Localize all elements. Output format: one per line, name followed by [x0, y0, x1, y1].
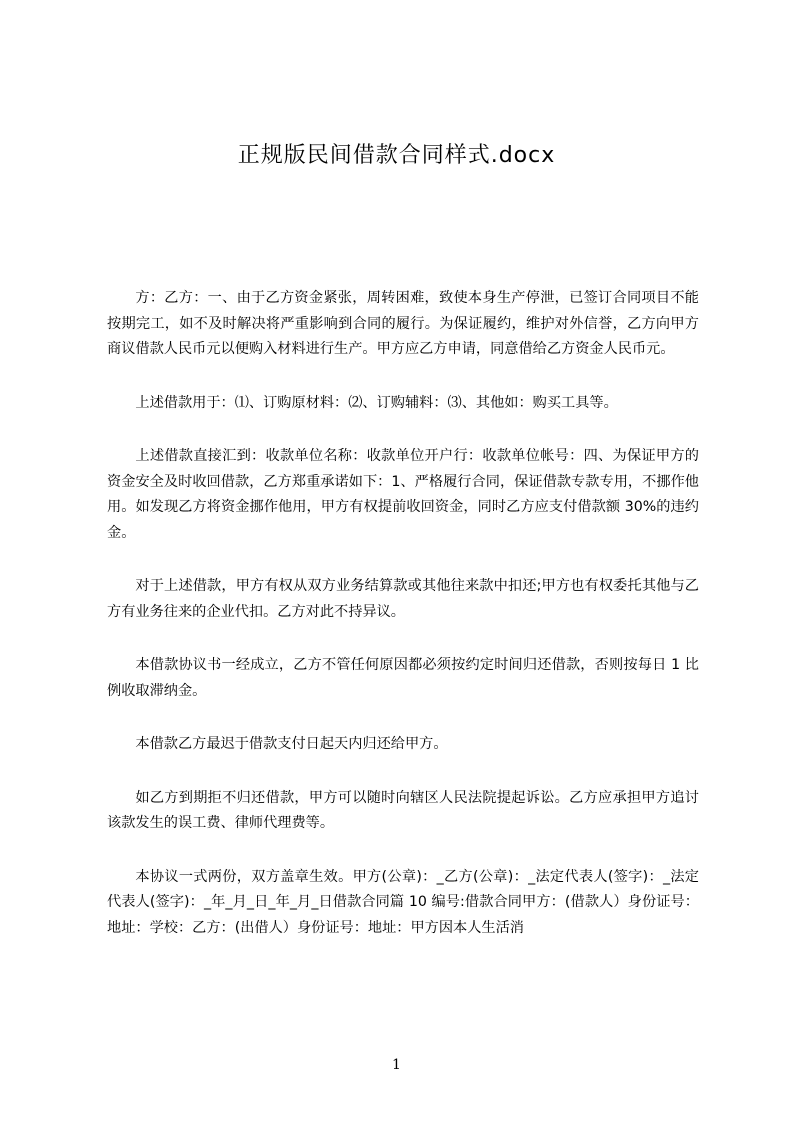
document-title: 正规版民间借款合同样式.docx — [237, 143, 556, 168]
paragraph-deduction-rights: 对于上述借款，甲方有权从双方业务结算款或其他往来款中扣还;甲方也有权委托其他与乙方有业务往来的企业代扣。乙方对此不持异议。 — [107, 578, 699, 620]
paragraph-remittance-commitment: 上述借款直接汇到：收款单位名称：收款单位开户行：收款单位帐号：四、为保证甲方的资金安全及时收回借款，乙方郑重承诺如下：1、严格履行合同，保证借款专款专用，不挪作他用。如发现乙方将资金挪作他用，甲方有权提前收回资金，同时乙方应支付借款额 30%的违约金。 — [107, 448, 699, 541]
paragraph-repayment-deadline: 本借款乙方最迟于借款支付日起天内归还给甲方。 — [135, 736, 448, 752]
paragraph-loan-reason: 方：乙方：一、由于乙方资金紧张，周转困难，致使本身生产停泄，已签订合同项目不能按期完工，如不及时解决将严重影响到合同的履行。为保证履约，维护对外信誉，乙方向甲方商议借款人民币元以便购入材料进行生产。甲方应乙方申请，同意借给乙方资金人民币元。 — [107, 290, 699, 357]
paragraph-late-fee: 本借款协议书一经成立，乙方不管任何原因都必须按约定时间归还借款，否则按每日 1 比例收取滞纳金。 — [107, 657, 699, 699]
paragraph-loan-purpose: 上述借款用于：⑴、订购原材料：⑵、订购辅料：⑶、其他如：购买工具等。 — [135, 394, 618, 411]
paragraph-signatures: 本协议一式两份，双方盖章生效。甲方(公章)：_乙方(公章)：_法定代表人(签字)：_法定代表人(签字)：_年_月_日_年_月_日借款合同篇 10 编号:借款合同甲方：(借款人）身份证号：地址：学校：乙方：(出借人）身份证号：地址：甲方因本人生活消 — [107, 868, 699, 936]
page-number: 1 — [392, 1057, 401, 1073]
paragraph-litigation: 如乙方到期拒不归还借款，甲方可以随时向辖区人民法院提起诉讼。乙方应承担甲方追讨该款发生的误工费、律师代理费等。 — [107, 789, 699, 831]
document-body — [107, 286, 699, 969]
